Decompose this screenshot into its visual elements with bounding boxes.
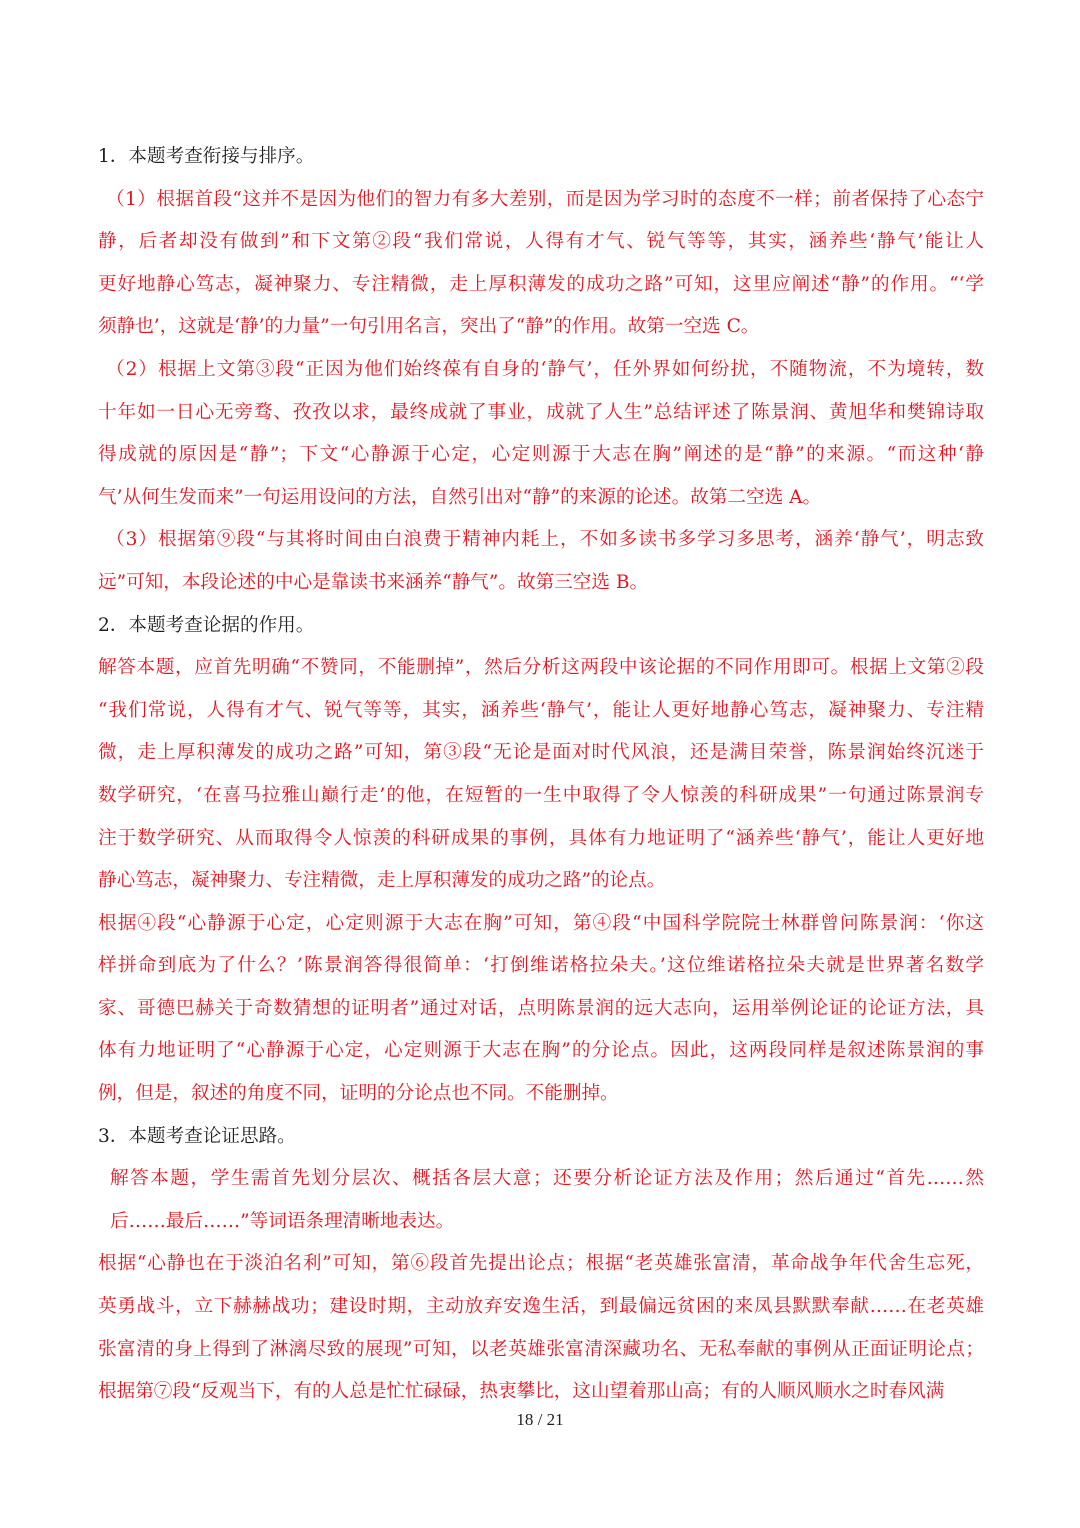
answer-line: 解答本题，学生需首先划分层次、概括各层大意；还要分析论证方法及作用；然后通过“首先……然 [110, 1168, 984, 1190]
answer-line: 十年如一日心无旁骛、孜孜以求，最终成就了事业，成就了人生”总结评述了陈景润、黄旭华和樊锦诗取 [98, 401, 984, 423]
answer-line: 静心笃志，凝神聚力、专注精微，走上厚积薄发的成功之路”的论点。 [98, 870, 666, 892]
answer-line: 气’从何生发而来”一句运用设问的方法，自然引出对“静”的来源的论述。故第二空选 A。 [98, 486, 822, 508]
answer-line: 根据“心静也在于淡泊名利”可知，第⑥段首先提出论点；根据“老英雄张富清，革命战争年代舍生忘死， [98, 1253, 984, 1275]
answer-line: 家、哥德巴赫关于奇数猜想的证明者”通过对话，点明陈景润的远大志向，运用举例论证的论证方法，具 [98, 997, 984, 1019]
answer-line: 静，后者却没有做到”和下文第②段“我们常说，人得有才气、锐气等等，其实，涵养些‘静气’能让人 [98, 231, 984, 253]
answer-line: 数学研究，‘在喜马拉雅山巅行走’的他，在短暂的一生中取得了令人惊羡的科研成果”一句通过陈景润专 [98, 784, 984, 806]
answer-line: 例，但是，叙述的角度不同，证明的分论点也不同。不能删掉。 [98, 1083, 619, 1105]
question-heading: 3．本题考查论证思路。 [98, 1125, 296, 1147]
answer-line: 得成就的原因是“静”；下文“心静源于心定，心定则源于大志在胸”阐述的是“静”的来源。“而这种‘静 [98, 444, 984, 466]
answer-line: 张富清的身上得到了淋漓尽致的展现”可知，以老英雄张富清深藏功名、无私奉献的事例从正面证明论点； [98, 1338, 984, 1360]
answer-text-body [98, 136, 984, 1414]
answer-line: （2）根据上文第③段“正因为他们始终葆有自身的‘静气’，任外界如何纷扰，不随物流，不为境转，数 [106, 358, 984, 380]
answer-line: 根据第⑦段“反观当下，有的人总是忙忙碌碌，热衷攀比，这山望着那山高；有的人顺风顺水之时春风满 [98, 1381, 945, 1403]
answer-line: （3）根据第⑨段“与其将时间由白浪费于精神内耗上，不如多读书多学习多思考，涵养‘静气’，明志致 [106, 529, 984, 551]
answer-line: 须静也’，这就是‘静’的力量”一句引用名言，突出了“静”的作用。故第一空选 C。 [98, 316, 760, 338]
answer-line: “我们常说，人得有才气、锐气等等，其实，涵养些‘静气’，能让人更好地静心笃志，凝神聚力、专注精 [98, 699, 984, 721]
answer-line: 解答本题，应首先明确“不赞同，不能删掉”，然后分析这两段中该论据的不同作用即可。根据上文第②段 [98, 657, 984, 679]
answer-line: 更好地静心笃志，凝神聚力、专注精微，走上厚积薄发的成功之路”可知，这里应阐述“静”的作用。“‘学 [98, 273, 984, 295]
answer-line: 微，走上厚积薄发的成功之路”可知，第③段“无论是面对时代风浪，还是满目荣誉，陈景润始终沉迷于 [98, 742, 984, 764]
question-heading: 1．本题考查衔接与排序。 [98, 146, 315, 167]
question-heading: 2．本题考查论据的作用。 [98, 614, 315, 636]
answer-line: 体有力地证明了“心静源于心定，心定则源于大志在胸”的分论点。因此，这两段同样是叙述陈景润的事 [98, 1040, 984, 1062]
answer-line: 英勇战斗，立下赫赫战功；建设时期，主动放弃安逸生活，到最偏远贫困的来凤县默默奉献……在老英雄 [98, 1296, 984, 1318]
answer-line: 远”可知，本段论述的中心是靠读书来涵养“静气”。故第三空选 B。 [98, 571, 649, 593]
answer-line: 后……最后……”等词语条理清晰地表达。 [110, 1210, 455, 1232]
answer-line: 根据④段“心静源于心定，心定则源于大志在胸”可知，第④段“中国科学院院士林群曾问陈景润：‘你这 [98, 912, 984, 934]
answer-line: 注于数学研究、从而取得令人惊羡的科研成果的事例，具体有力地证明了“涵养些‘静气’，能让人更好地 [98, 827, 984, 849]
page-number: 18 / 21 [516, 1410, 564, 1429]
answer-line: 样拼命到底为了什么？’陈景润答得很简单：‘打倒维诺格拉朵夫。’这位维诺格拉朵夫就是世界著名数学 [98, 955, 984, 977]
answer-line: （1）根据首段“这并不是因为他们的智力有多大差别，而是因为学习时的态度不一样；前者保持了心态宁 [106, 188, 984, 210]
